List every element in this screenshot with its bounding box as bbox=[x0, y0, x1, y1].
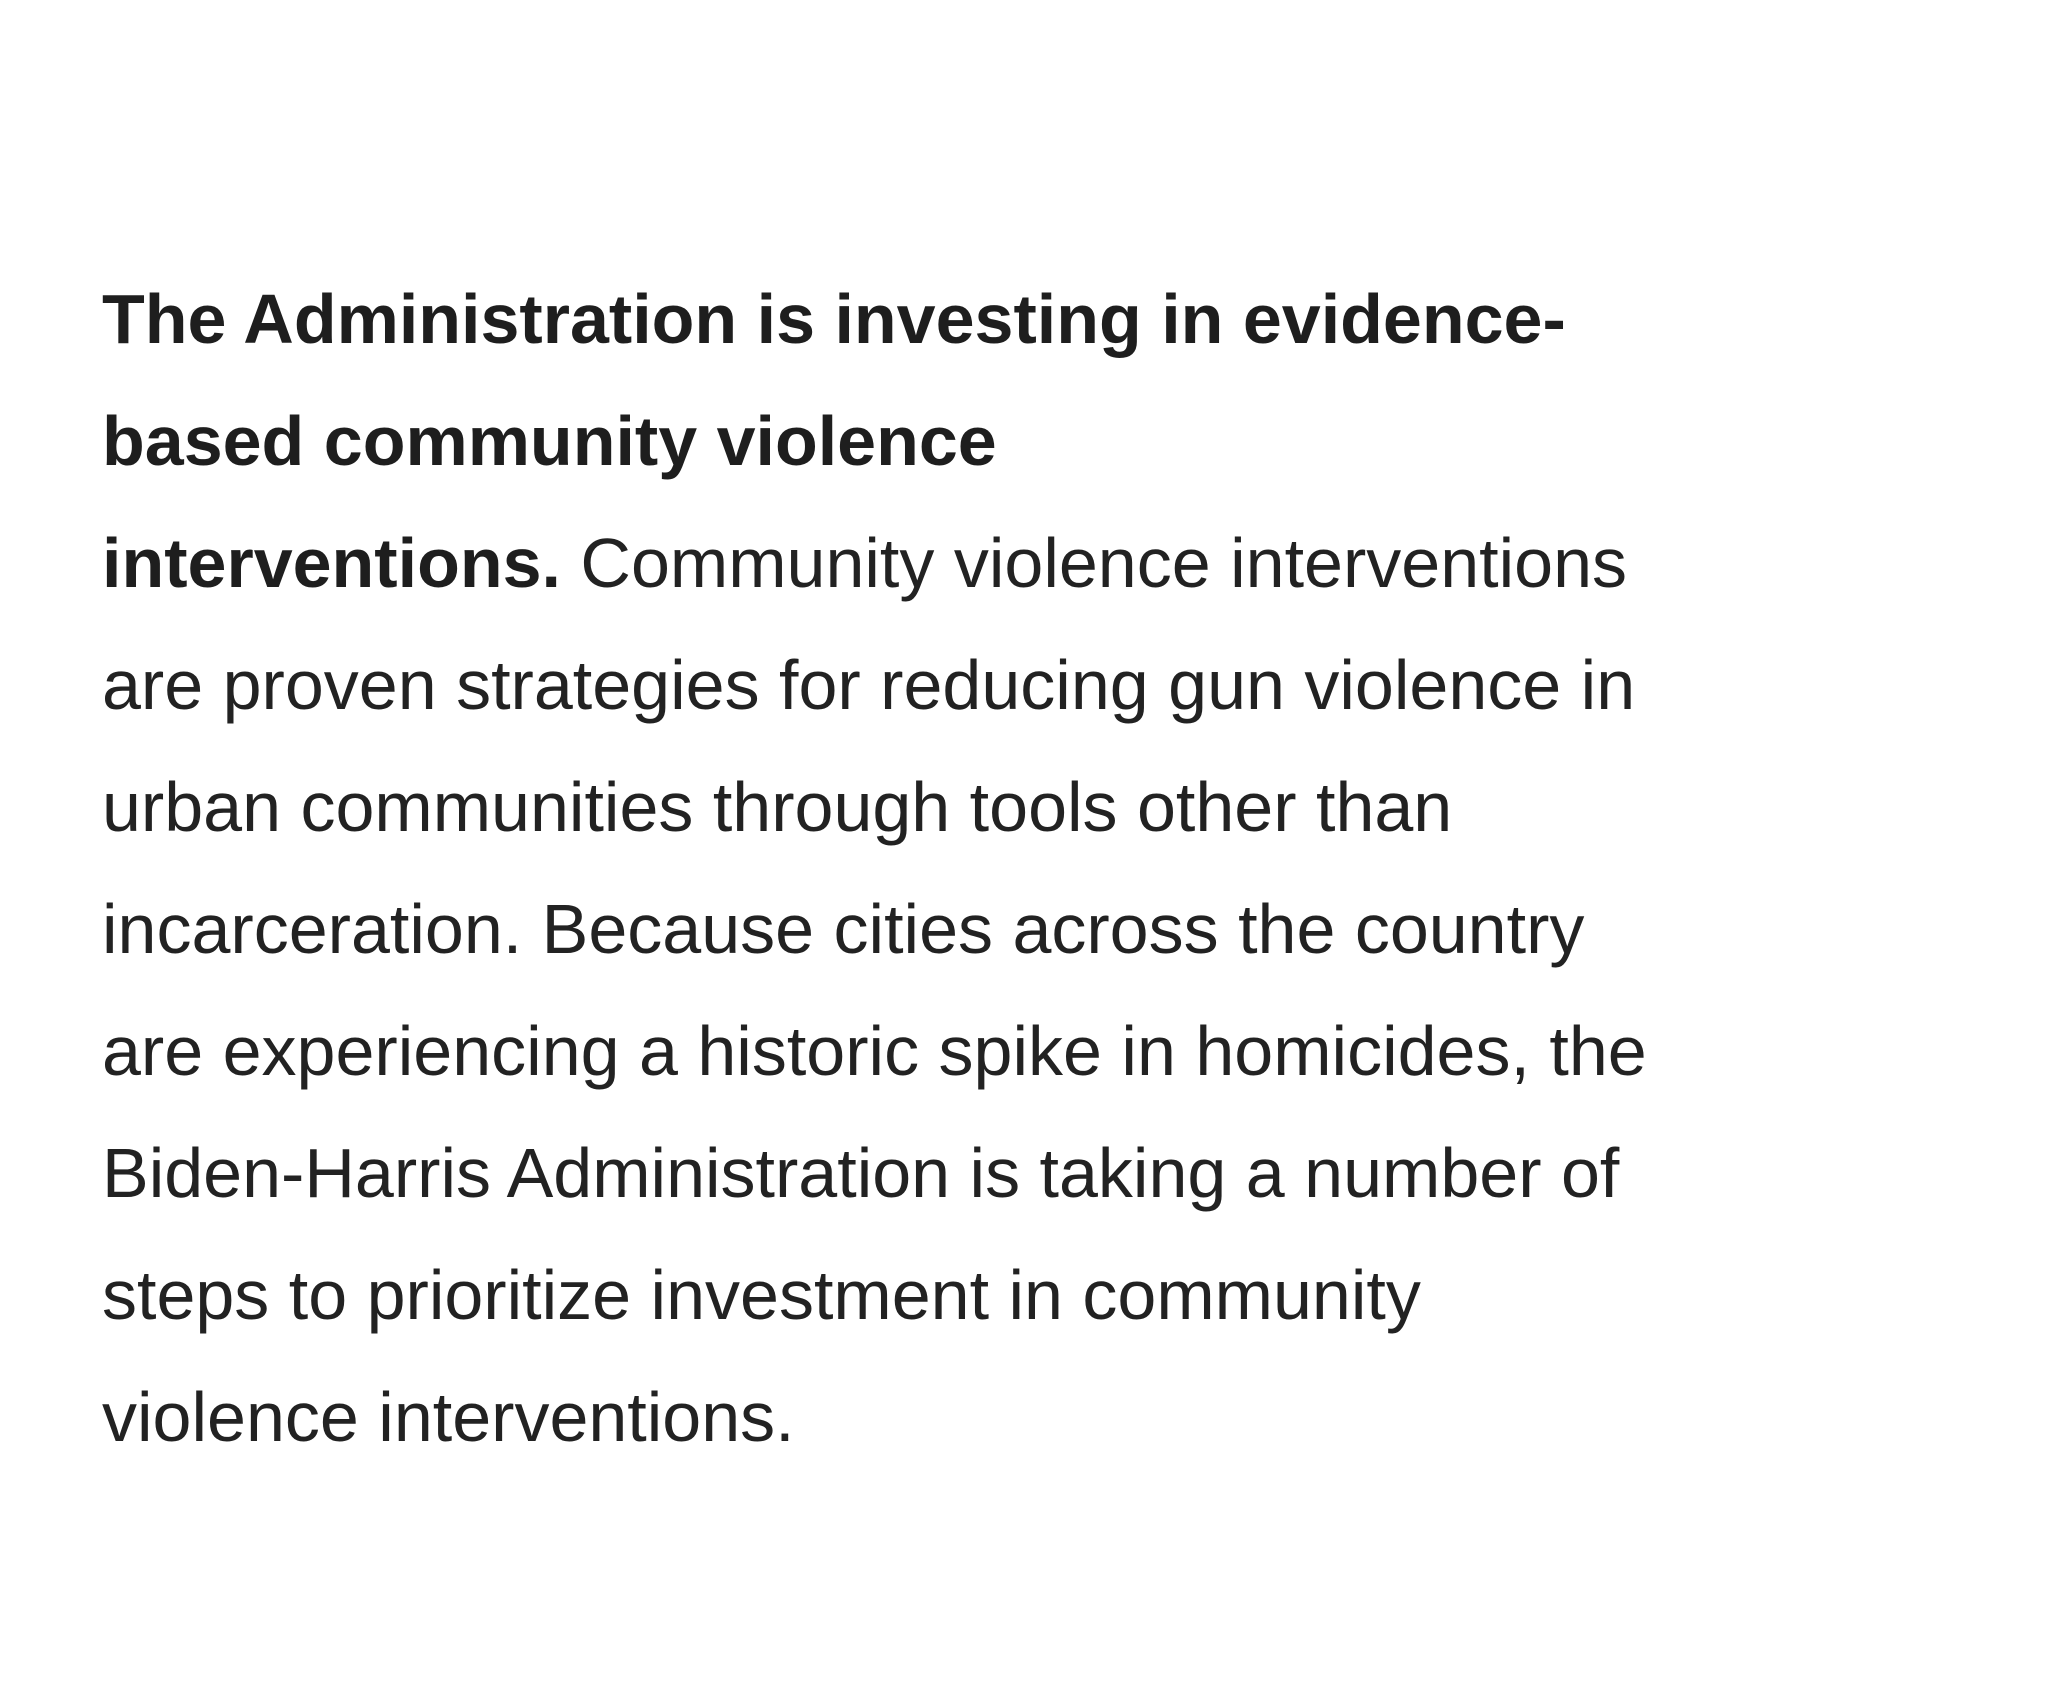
text-line-7 bbox=[102, 990, 1982, 1112]
body-text: steps to prioritize investment in community bbox=[102, 1256, 1421, 1334]
body-text: are experiencing a historic spike in homicides, the bbox=[102, 1012, 1647, 1090]
text-line-9 bbox=[102, 1234, 1982, 1356]
article-paragraph bbox=[102, 258, 1982, 1478]
body-text: Biden-Harris Administration is taking a number of bbox=[102, 1134, 1620, 1212]
text-line-1 bbox=[102, 258, 1982, 380]
text-line-4 bbox=[102, 624, 1982, 746]
bold-lead-text: based community violence bbox=[102, 402, 997, 480]
text-line-10 bbox=[102, 1356, 1982, 1478]
body-text: are proven strategies for reducing gun violence in bbox=[102, 646, 1636, 724]
text-line-2 bbox=[102, 380, 1982, 502]
bold-lead-text: The Administration is investing in evidence- bbox=[102, 280, 1566, 358]
text-line-3 bbox=[102, 502, 1982, 624]
body-text: violence interventions. bbox=[102, 1378, 795, 1456]
body-text: urban communities through tools other than bbox=[102, 768, 1453, 846]
bold-lead-text: interventions. bbox=[102, 524, 561, 602]
body-text: incarceration. Because cities across the country bbox=[102, 890, 1585, 968]
text-line-8 bbox=[102, 1112, 1982, 1234]
body-text: Community violence interventions bbox=[560, 524, 1627, 602]
text-line-5 bbox=[102, 746, 1982, 868]
text-line-6 bbox=[102, 868, 1982, 990]
